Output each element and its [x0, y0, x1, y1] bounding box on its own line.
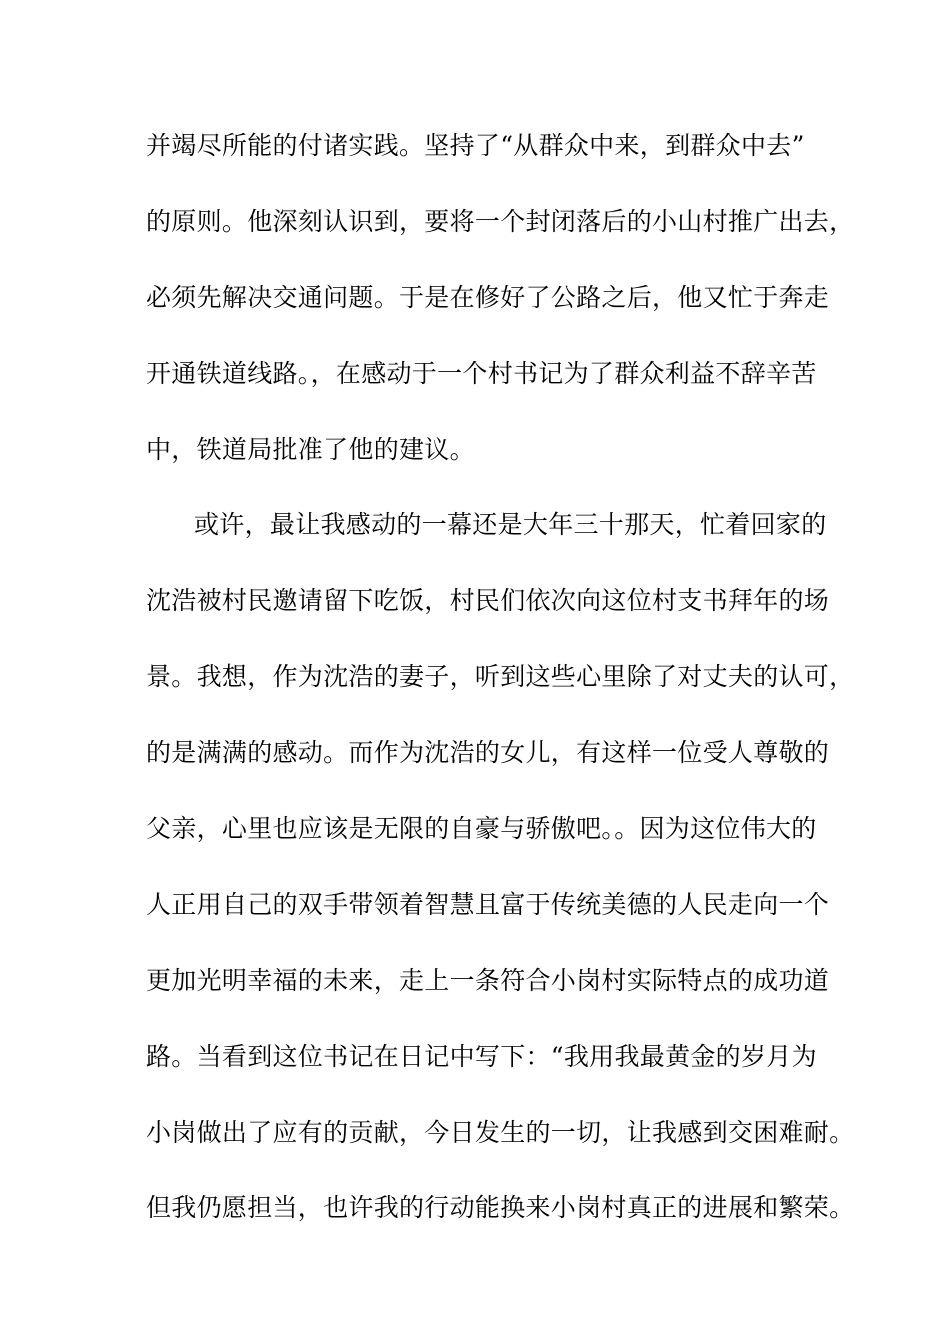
text-line: 并竭尽所能的付诸实践。坚持了“从群众中来，到群众中去”: [146, 131, 805, 160]
text-line: 父亲，心里也应该是无限的自豪与骄傲吧。。因为这位伟大的: [146, 814, 817, 844]
body-text: [146, 126, 855, 1264]
text-line: 更加光明幸福的未来，走上一条符合小岗村实际特点的成功道: [146, 965, 830, 995]
text-line: 必须先解决交通问题。于是在修好了公路之后，他又忙于奔走: [146, 282, 830, 312]
text-line: 中，铁道局批准了他的建议。: [146, 434, 475, 464]
paragraph-first-line: 或许，最让我感动的一幕还是大年三十那天，忙着回家的: [194, 510, 827, 540]
text-line: 小岗做出了应有的贡献，今日发生的一切，让我感到交困难耐。: [146, 1117, 855, 1147]
text-line: 人正用自己的双手带领着智慧且富于传统美德的人民走向一个: [146, 889, 830, 919]
text-line: 路。当看到这位书记在日记中写下：“我用我最黄金的岁月为: [146, 1041, 817, 1071]
text-line: 景。我想，作为沈浩的妻子，听到这些心里除了对丈夫的认可，: [146, 662, 855, 692]
text-line: 但我仍愿担当，也许我的行动能换来小岗村真正的进展和繁荣。: [146, 1193, 855, 1223]
text-line: 沈浩被村民邀请留下吃饭，村民们依次向这位村支书拜年的场: [146, 586, 830, 616]
text-line: 开通铁道线路。，在感动于一个村书记为了群众利益不辞辛苦: [146, 358, 817, 388]
text-line: 的原则。他深刻认识到，要将一个封闭落后的小山村推广出去，: [146, 206, 855, 236]
text-line: 的是满满的感动。而作为沈浩的女儿，有这样一位受人尊敬的: [146, 738, 830, 768]
